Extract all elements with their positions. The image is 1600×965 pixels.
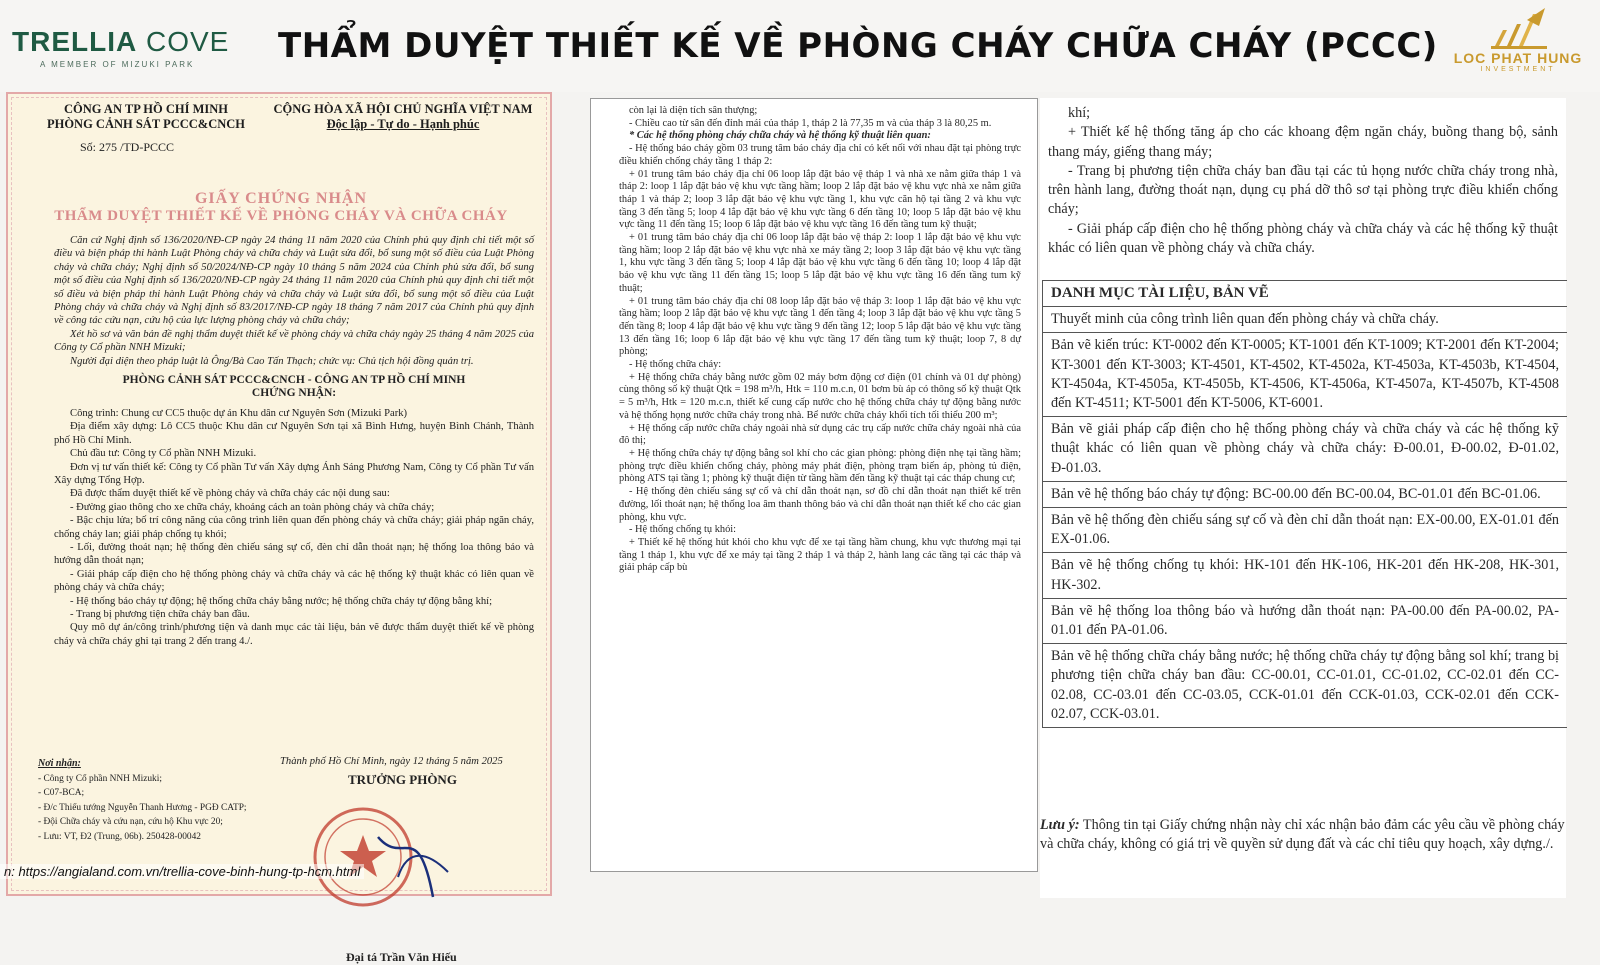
recipients-heading: Nơi nhận: [38, 758, 81, 769]
certificate-number: Số: 275 /TD-PCCC [80, 140, 175, 154]
note-text: Thông tin tại Giấy chứng nhận này chỉ xác nhận bảo đảm các yêu cầu về phòng cháy và chữa cháy, không có giá trị về quyền sử dụng đất và các chỉ tiêu quy hoạch, xây dựng./. [1040, 817, 1565, 853]
page-3-paragraph: - Giải pháp cấp điện cho hệ thống phòng cháy và chữa cháy và các hệ thống kỹ thuật khác có liên quan về phòng cháy và chữa cháy. [1048, 220, 1558, 257]
approved-item: - Trang bị phương tiện chữa cháy ban đầu. [70, 608, 250, 620]
brand-name-bold: TRELLIA [12, 26, 138, 57]
partner-logo-icon [1483, 6, 1553, 52]
table-row: Bản vẽ hệ thống chống tụ khói: HK-101 đến HK-106, HK-201 đến HK-208, HK-301, HK-302. [1043, 553, 1567, 598]
certificate-page [6, 92, 552, 964]
project-investor: Chủ đầu tư: Công ty Cổ phần NNH Mizuki. [70, 448, 257, 460]
recipient-item: - Công ty Cổ phần NNH Mizuki; [38, 773, 162, 784]
page-2-paragraph: + 01 trung tâm báo cháy địa chỉ 06 loop lắp đặt bảo vệ tháp 1 và nhà xe nằm giữa tháp 1 và tháp 2: loop 1 lắp đặt bảo vệ khu vực tầng hầm; loop 2 lắp đặt bảo vệ khu vực nhà xe nằm giữa tháp 1 và tháp 2; loop 3 lắp đặt bảo vệ khu vực tầng 1, khu vực căn hộ tại tầng 2 và khu vực tầng 3 đến tầng 5; loop 4 lắp đặt bảo vệ khu vực tầng 6 đến tầng 10; loop 5 lắp đặt bảo vệ khu vực tầng 11 đến tầng 15; loop 6 lắp đặt bảo vệ khu vực tầng 16 đến tầng tum kỹ thuật; [619, 168, 1021, 231]
nation-line-1: CỘNG HÒA XÃ HỘI CHỦ NGHĨA VIỆT NAM [273, 102, 533, 116]
partner-sub: INVESTMENT [1480, 66, 1556, 73]
nation-line-2: Độc lập - Tự do - Hạnh phúc [326, 117, 480, 131]
brand-tagline: A MEMBER OF MIZUKI PARK [40, 60, 195, 69]
approved-item: - Bậc chịu lửa; bố trí công năng của công trình liên quan đến phòng cháy và chữa cháy; giải pháp ngăn cháy, chống cháy lan; giải pháp chống tụ khói; [54, 515, 534, 540]
brand-name [12, 26, 242, 58]
issue-date: Thành phố Hồ Chí Minh, ngày 12 tháng 5 năm 2025 [280, 756, 503, 767]
page-2-paragraph: + Hệ thống cấp nước chữa cháy ngoài nhà sử dụng các trụ cấp nước chữa cháy ngoài nhà của đô thị; [619, 422, 1021, 447]
drawing-list-table [1042, 280, 1567, 728]
recipient-item: - C07-BCA; [38, 788, 85, 798]
page-2-paragraph: - Hệ thống đèn chiếu sáng sự cố và chỉ dẫn thoát nạn, sơ đồ chỉ dẫn thoát nạn thiết kế trên đường, lối thoát nạn; hệ thống loa âm thanh thông báo và chỉ dẫn thoát nạn thiết kế cho các gian phòng, khu vực. [619, 486, 1021, 523]
table-heading: DANH MỤC TÀI LIỆU, BẢN VẼ [1043, 281, 1567, 307]
table-row: Bản vẽ hệ thống báo cháy tự động: BC-00.00 đến BC-00.04, BC-01.01 đến BC-01.06. [1043, 482, 1567, 508]
page-2-paragraph: - Chiều cao từ sân đến đỉnh mái của tháp 1, tháp 2 là 77,35 m và của tháp 3 là 80,25 m. [629, 117, 992, 129]
certificate-body [54, 234, 534, 648]
recipient-item: - Đội Chữa cháy và cứu nạn, cứu hộ Khu vực 20; [38, 817, 223, 827]
signer-title: TRƯỞNG PHÒNG [348, 772, 457, 787]
page-3-text [1048, 104, 1558, 258]
note-label: Lưu ý: [1040, 817, 1080, 833]
design-consultant: Đơn vị tư vấn thiết kế: Công ty Cổ phần Tư vấn Xây dựng Ánh Sáng Phương Nam, Công ty Cổ phần Tư vấn Xây dựng Tổng Hợp. [54, 461, 534, 486]
recipients-list [38, 757, 288, 844]
document-page-2 [590, 98, 1038, 872]
table-row: Bản vẽ hệ thống đèn chiếu sáng sự cố và đèn chỉ dẫn thoát nạn: EX-00.00, EX-01.01 đến EX-01.06. [1043, 508, 1567, 553]
approved-item: - Giải pháp cấp điện cho hệ thống phòng cháy và chữa cháy và các hệ thống kỹ thuật khác có liên quan về phòng cháy và chữa cháy; [54, 568, 534, 594]
page-2-paragraph: - Hệ thống chữa cháy: [629, 359, 722, 371]
review-basis: Xét hồ sơ và văn bản đề nghị thẩm duyệt thiết kế về phòng cháy và chữa cháy ngày 25 tháng 4 năm 2025 của Công ty Cổ phần NNH Mizuki; [54, 328, 534, 354]
approved-intro: Đã được thẩm duyệt thiết kế về phòng cháy và chữa cháy các nội dung sau: [70, 488, 390, 500]
page-3-paragraph: + Thiết kế hệ thống tăng áp cho các khoang đệm ngăn cháy, buồng thang bộ, sảnh thang máy, giếng thang máy; [1048, 124, 1558, 160]
page-2-text [619, 105, 1021, 575]
agency-line-2: PHÒNG CẢNH SÁT PCCC&CNCH [46, 117, 246, 131]
table-row: Bản vẽ hệ thống chữa cháy bằng nước; hệ thống chữa cháy tự động bằng sol khí; trang bị phương tiện chữa cháy ban đầu: CC-00.01, CC-01.01, CC-01.02, CC-02.01 đến CC-02.08, CC-03.01 đến CC-03.05, CCK-01.01 đến CCK-01.03, CCK-02.01 đến CCK-02.07, CCK-03.01. [1043, 644, 1567, 728]
scope-note: Quy mô dự án/công trình/phương tiện và danh mục các tài liệu, bản vẽ được thẩm duyệt thiết kế về phòng cháy và chữa cháy ghi tại trang 2 đến trang 4./. [54, 622, 534, 647]
page-title: THẨM DUYỆT THIẾT KẾ VỀ PHÒNG CHÁY CHỮA CHÁY (PCCC) [278, 26, 1438, 66]
page-2-paragraph: + Hệ thống chữa cháy tự động bằng sol khí cho các gian phòng: phòng điện nhẹ tại tầng hầm; phòng trực điều khiển chống cháy, phòng máy phát điện, phòng trạm biến áp, phòng tủ điện, phòng ATS tại tầng 1; phòng kỹ thuật điện từ tầng hầm đến tầng kỹ thuật tại các tháp chung cư; [619, 447, 1021, 485]
page-2-paragraph: + Hệ thống chữa cháy bằng nước gồm 02 máy bơm động cơ điện (01 chính và 01 dự phòng) cùng thông số kỹ thuật Qtk = 198 m³/h, Htk = 110 m.c.n, 01 bơm bù áp có thông số kỹ thuật Qtk = 5 m³/h, Htk = 120 m.c.n, thiết kế cung cấp nước cho hệ thống chữa cháy tự động bằng nước và hệ thống họng nước chữa cháy trong nhà. Bể nước chữa cháy khối tích tối thiểu 200 m³; [619, 371, 1021, 421]
disclaimer-note [1040, 816, 1570, 855]
approved-item: - Hệ thống báo cháy tự động; hệ thống chữa cháy bằng nước; hệ thống chữa cháy tự động bằng khí; [70, 595, 493, 607]
agency-line-1: CÔNG AN TP HỒ CHÍ MINH [63, 102, 229, 116]
page-2-paragraph: - Hệ thống báo cháy gồm 03 trung tâm báo cháy địa chỉ có kết nối với nhau đặt tại phòng trực điều khiển chống cháy tầng 1 tháp 2: [619, 143, 1021, 167]
project-location: Địa điểm xây dựng: Lô CC5 thuộc Khu dân cư Nguyên Sơn tại xã Bình Hưng, huyện Bình Chánh, Thành phố Hồ Chí Minh. [54, 421, 534, 446]
issuing-agency [26, 102, 266, 132]
page-2-paragraph: + Thiết kế hệ thống hút khói cho khu vực để xe tại tầng hầm chung, khu vực thương mại tại tầng 1 tháp 1, khu vực để xe máy tại tầng 2 tháp 1 và tháp 2, hành lang các tầng tại các tháp và giải pháp cấp bù [619, 536, 1021, 574]
brand-logo [12, 26, 242, 69]
official-seal-icon [308, 777, 458, 927]
source-link[interactable]: n: https://angialand.com.vn/trellia-cove-binh-hung-tp-hcm.html [0, 864, 364, 879]
table-row: Bản vẽ hệ thống loa thông báo và hướng dẫn thoát nạn: PA-00.00 đến PA-00.02, PA-01.01 đến PA-01.06. [1043, 599, 1567, 644]
page-2-paragraph: + 01 trung tâm báo cháy địa chỉ 08 loop lắp đặt bảo vệ tháp 3: loop 1 lắp đặt bảo vệ khu vực tầng hầm; loop 2 lắp đặt bảo vệ khu vực tầng 1 đến tầng 4; loop 3 lắp đặt bảo vệ khu vực tầng 5 đến tầng 8; loop 4 lắp đặt bảo vệ khu vực tầng 9 đến tầng 12; loop 5 lắp đặt bảo vệ khu vực tầng 13 đến tầng 16; loop 6 lắp đặt bảo vệ khu vực tầng 17 đến tầng tum kỹ thuật; loop 7, 8 dự phòng; [619, 295, 1021, 358]
document-page-3 [1040, 98, 1566, 898]
approved-item: - Đường giao thông cho xe chữa cháy, khoảng cách an toàn phòng cháy và chữa cháy; [70, 501, 435, 513]
partner-name: LOC PHAT HUNG [1453, 50, 1583, 66]
project-name: Công trình: Chung cư CC5 thuộc dự án Khu dân cư Nguyên Sơn (Mizuki Park) [70, 407, 408, 419]
table-row: Thuyết minh của công trình liên quan đến phòng cháy và chữa cháy. [1043, 307, 1567, 333]
page-2-paragraph: còn lại là diện tích sân thượng; [629, 105, 758, 116]
legal-basis: Căn cứ Nghị định số 136/2020/NĐ-CP ngày 24 tháng 11 năm 2020 của Chính phủ quy định chi tiết một số điều và biện pháp thi hành Luật Phòng cháy và chữa cháy và Luật sửa đổi, bổ sung một số điều của Luật Phòng cháy và chữa cháy; Nghị định số 50/2024/NĐ-CP ngày 10 tháng 5 năm 2024 của Chính phủ sửa đổi, bổ sung một số điều của Nghị định số 136/2020/NĐ-CP ngày 24 tháng 11 năm 2020 của Chính phủ quy định chi tiết một số điều và biện pháp thi hành Luật Phòng cháy và chữa cháy và Luật sửa đổi, bổ sung một số điều của Luật Phòng cháy và chữa cháy và Nghị định số 83/2017/NĐ-CP ngày 18 tháng 7 năm 2017 của Chính phủ quy định về công tác cứu nạn, cứu hộ của lực lượng phòng cháy và chữa cháy; [54, 235, 534, 327]
page-2-paragraph: - Hệ thống chống tụ khói: [629, 524, 737, 536]
certify-label: CHỨNG NHẬN: [251, 387, 337, 400]
legal-representative: Người đại diện theo pháp luật là Ông/Bà Cao Tấn Thạch; chức vụ: Chủ tịch hội đồng quản trị. [70, 355, 474, 367]
table-row: Bản vẽ giải pháp cấp điện cho hệ thống phòng cháy và chữa cháy và các hệ thống kỹ thuật khác có liên quan về phòng cháy và chữa cháy: Đ-00.01, Đ-00.02, Đ-01.02, Đ-01.03. [1043, 417, 1567, 482]
page-2-paragraph: * Các hệ thống phòng cháy chữa cháy và hệ thống kỹ thuật liên quan: [629, 130, 931, 142]
brand-name-thin: COVE [137, 26, 230, 57]
signer-name: Đại tá Trần Văn Hiếu [346, 950, 457, 964]
page-2-paragraph: + 01 trung tâm báo cháy địa chỉ 06 loop lắp đặt bảo vệ tháp 2: loop 1 lắp đặt bảo vệ khu vực tầng hầm; loop 2 lắp đặt bảo vệ khu vực nhà xe máy tầng 2; loop 3 lắp đặt bảo vệ khu vực tầng 1, khu vực tầng 3 đến tầng 5; loop 4 lắp đặt bảo vệ khu vực tầng 6 đến tầng 10; loop 4 lắp đặt bảo vệ khu vực tầng 11 đến tầng 15; loop 5 lắp đặt bảo vệ khu vực tầng 16 đến tầng tum kỹ thuật; [619, 232, 1021, 294]
approved-item: - Lối, đường thoát nạn; hệ thống đèn chiếu sáng sự cố, đèn chỉ dẫn thoát nạn; hệ thống loa thông báo và hướng dẫn thoát nạn; [54, 541, 534, 567]
partner-logo [1448, 6, 1588, 86]
certificate-subtitle: THẨM DUYỆT THIẾT KẾ VỀ PHÒNG CHÁY VÀ CHỮA CHÁY [54, 208, 508, 224]
page-3-paragraph: - Trang bị phương tiện chữa cháy ban đầu tại các tủ họng nước chữa cháy trong nhà, trên hành lang, đường thoát nạn, dụng cụ phá dỡ thô sơ tại phòng trực điều khiển chống cháy; [1048, 162, 1558, 218]
certify-heading: PHÒNG CẢNH SÁT PCCC&CNCH - CÔNG AN TP HỒ CHÍ MINH [122, 374, 466, 387]
recipient-item: - Lưu: VT, Đ2 (Trung, 06b). 250428-00042 [38, 831, 201, 842]
table-row: Bản vẽ kiến trúc: KT-0002 đến KT-0005; KT-1001 đến KT-1009; KT-2001 đến KT-2004; KT-3001 đến KT-3003; KT-4501, KT-4502, KT-4502a, KT-4503a, KT-4503b, KT-4504, KT-4504a, KT-4505a, KT-4505b, KT-4506, KT-4506a, KT-4507a, KT-4507b, KT-4508 đến KT-4511; KT-5001 đến KT-5006, KT-6001. [1043, 333, 1567, 417]
page-3-paragraph: khí; [1068, 105, 1091, 121]
recipient-item: - Đ/c Thiếu tướng Nguyễn Thanh Hương - PGĐ CATP; [38, 802, 247, 813]
certificate-title: GIẤY CHỨNG NHẬN [194, 190, 368, 207]
header-bar [0, 0, 1600, 92]
national-motto [258, 102, 548, 132]
